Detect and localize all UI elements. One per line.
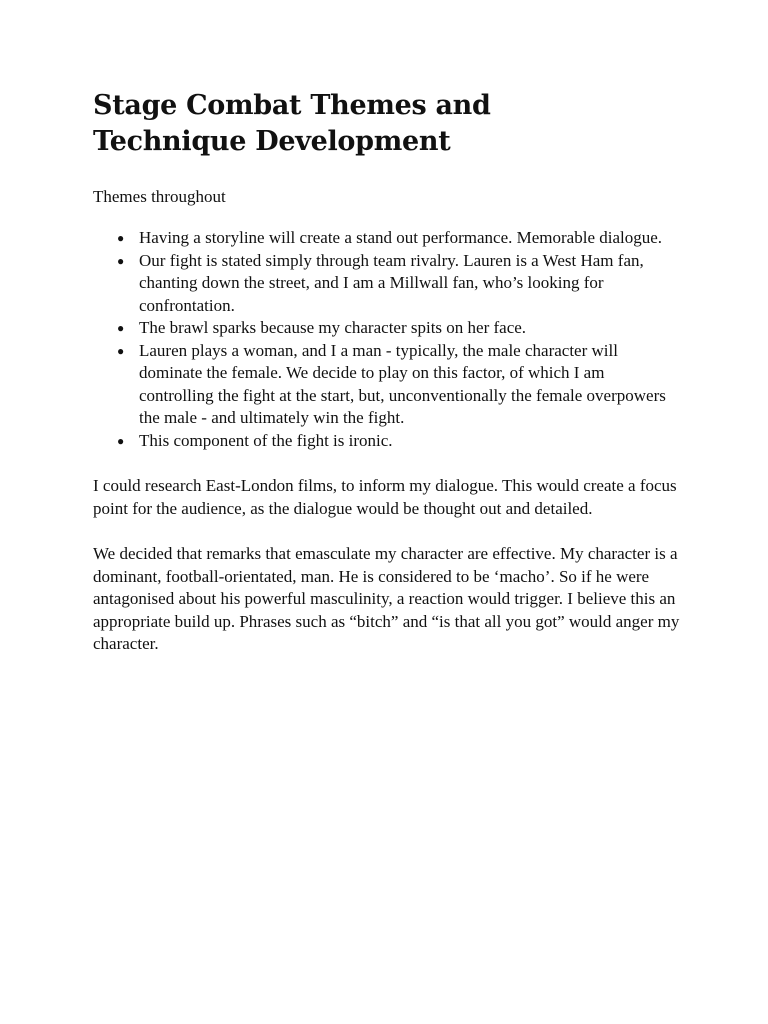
section-heading: Themes throughout (93, 187, 226, 206)
bullet-dot-icon: ● (117, 253, 125, 268)
bullet-dot-icon: ● (117, 343, 125, 358)
bullet-dot-icon: ● (117, 321, 125, 335)
bullet-text: This component of the fight is ironic. (139, 430, 393, 450)
bullet-text: Having a storyline will create a stand out performance. Memorable dialogue. (139, 228, 663, 247)
document-body (93, 88, 683, 656)
bullet-dot-icon: ● (117, 231, 125, 245)
bullet-text: The brawl sparks because my character spits on her face. (139, 318, 527, 337)
bullet-text: Lauren plays a woman, and I a man - typically, the male character will dominate the female. We decide to play on this factor, of which I am controlling the fight at the start, but, unconventionally the female overpowers the male - and ultimately win the fight. (139, 340, 666, 427)
bullet-text: Our fight is stated simply through team rivalry. Lauren is a West Ham fan, chanting down the street, and I am a Millwall fan, who’s looking for confrontation. (139, 250, 644, 315)
bullet-item (93, 317, 683, 340)
paragraph-research: I could research East-London films, to inform my dialogue. This would create a focus point for the audience, as the dialogue would be thought out and detailed. (93, 476, 677, 518)
bullet-item (93, 340, 683, 430)
paragraph-remarks: We decided that remarks that emasculate my character are effective. My character is a dominant, football-orientated, man. He is considered to be ‘macho’. So if he were antagonised about his powerful masculinity, a reaction would trigger. I believe this an appropriate build up. Phrases such as “bitch” and “is that all you got” would anger my character. (93, 544, 680, 653)
bullet-item (93, 250, 683, 318)
bullet-item (93, 430, 683, 453)
document-title: Stage Combat Themes and Technique Development (93, 90, 491, 157)
themes-bullet-list (93, 227, 683, 452)
bullet-dot-icon: ● (117, 433, 125, 448)
bullet-item (93, 227, 683, 250)
